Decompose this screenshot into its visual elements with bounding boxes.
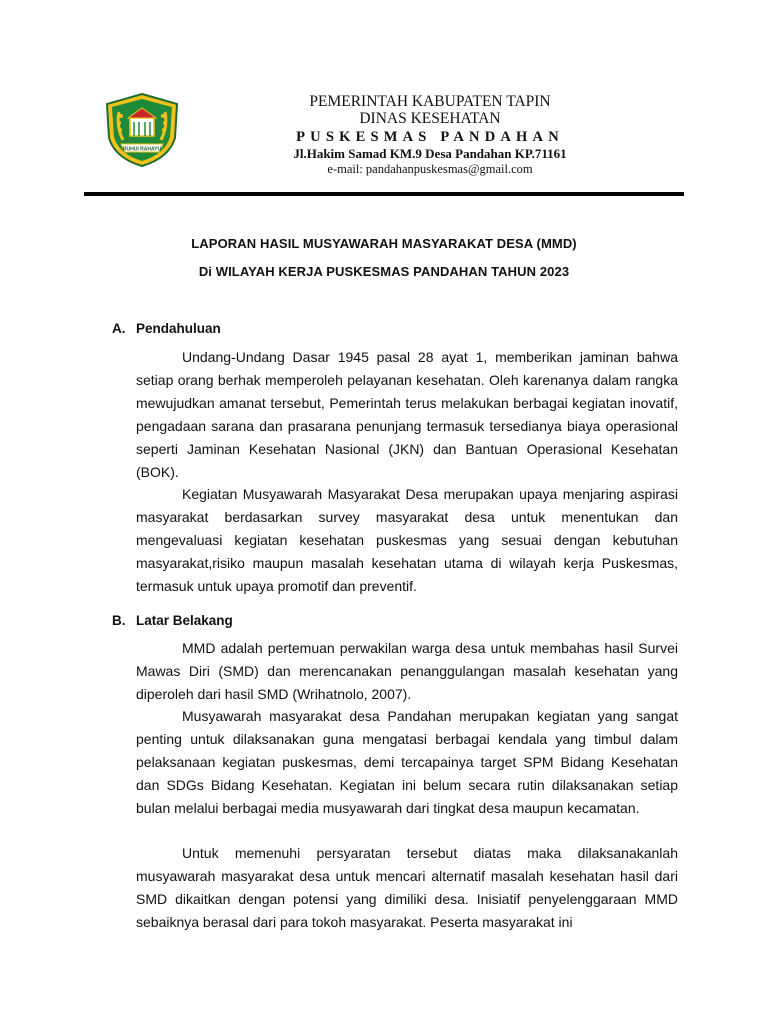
report-subtitle: Di WILAYAH KERJA PUSKESMAS PANDAHAN TAHUN 2023 bbox=[198, 264, 570, 279]
section-title: Pendahuluan bbox=[136, 321, 221, 336]
paragraph: Undang-Undang Dasar 1945 pasal 28 ayat 1, memberikan jaminan bahwa setiap orang berhak memperoleh pelayanan kesehatan. Oleh karenanya dalam rangka mewujudkan amanat tersebut, Pemerintah terus melakukan berbagai kegiatan inovatif, pengadaan sarana dan prasarana penunjang termasuk tersedianya biaya operasional seperti Jaminan Kesehatan Nasional (JKN) dan Bantuan Operasional Kesehatan (BOK). bbox=[136, 349, 678, 480]
report-title: LAPORAN HASIL MUSYAWARAH MASYARAKAT DESA (MMD) bbox=[191, 236, 577, 251]
letterhead bbox=[0, 0, 768, 200]
paragraph: Musyawarah masyarakat desa Pandahan merupakan kegiatan yang sangat penting untuk dilaksanakan guna mengatasi berbagai kendala yang timbul dalam pelaksanaan kegiatan puskesmas, demi tercapainya target SPM Bidang Kesehatan dan SDGs Bidang Kesehatan. Kegiatan ini belum secara rutin dilaksanakan setiap bulan melalui berbagai media musyawarah dari tingkat desa maupun kecamatan. bbox=[136, 708, 678, 816]
emblem-motto: RUHUI RAHAYU bbox=[122, 146, 162, 153]
section-letter: B. bbox=[112, 613, 126, 628]
address: Jl.Hakim Samad KM.9 Desa Pandahan KP.71161 bbox=[293, 146, 567, 161]
puskesmas-name: PUSKESMAS PANDAHAN bbox=[296, 129, 564, 145]
tapin-regency-emblem-icon bbox=[103, 92, 181, 168]
agency-name: DINAS KESEHATAN bbox=[359, 110, 501, 127]
paragraph: Untuk memenuhi persyaratan tersebut diatas maka dilaksanakanlah musyawarah masyarakat desa untuk mencari alternatif masalah kesehatan hasil dari SMD dikaitkan dengan potensi yang dimiliki desa. Inisiatif penyelenggaraan MMD sebaiknya berasal dari para tokoh masyarakat. Peserta masyarakat ini bbox=[136, 845, 678, 930]
letterhead-text bbox=[180, 93, 680, 177]
section-letter: A. bbox=[112, 321, 126, 336]
paragraph: Kegiatan Musyawarah Masyarakat Desa merupakan upaya menjaring aspirasi masyarakat berdasarkan survey masyarakat desa untuk menentukan dan mengevaluasi kegiatan kesehatan puskesmas yang sesuai dengan kebutuhan masyarakat,risiko maupun masalah kesehatan utama di wilayah kerja Puskesmas, termasuk untuk upaya promotif dan preventif. bbox=[136, 486, 678, 594]
letterhead-divider bbox=[84, 192, 684, 196]
paragraph: MMD adalah pertemuan perwakilan warga desa untuk membahas hasil Survei Mawas Diri (SMD) dan merencanakan penanggulangan masalah kesehatan yang diperoleh dari hasil SMD (Wrihatnolo, 2007). bbox=[136, 640, 678, 702]
government-name: PEMERINTAH KABUPATEN TAPIN bbox=[309, 93, 551, 110]
section-heading-pendahuluan bbox=[112, 321, 221, 336]
section-title: Latar Belakang bbox=[136, 613, 233, 628]
email: e-mail: pandahanpuskesmas@gmail.com bbox=[327, 162, 533, 176]
section-heading-latar-belakang bbox=[112, 613, 233, 628]
